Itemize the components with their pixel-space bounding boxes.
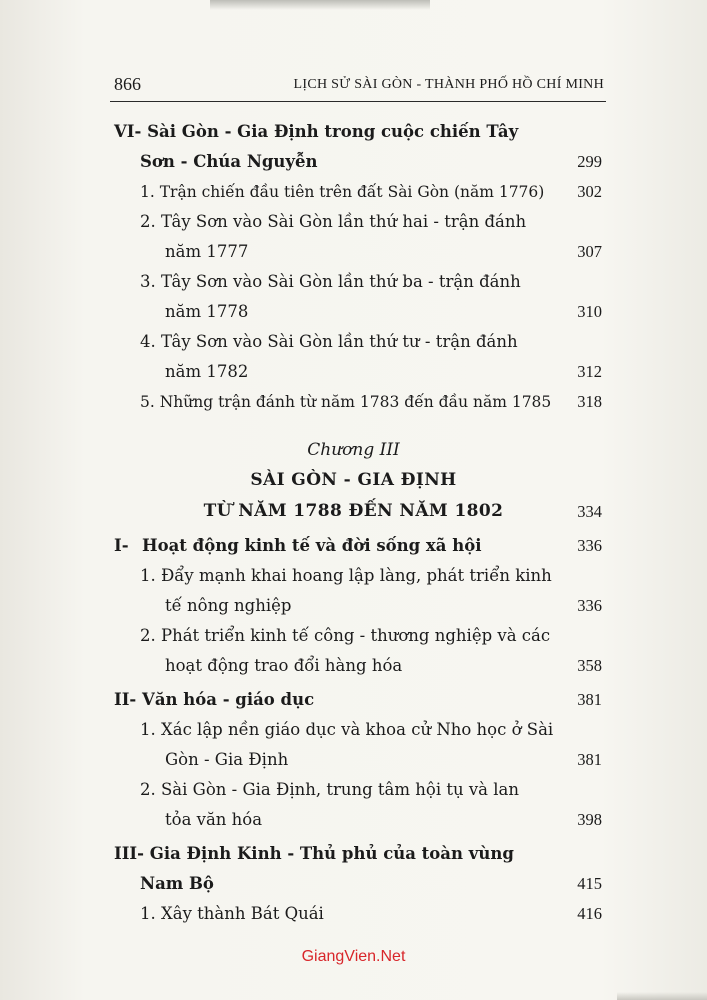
toc-entry-cont: hoạt động trao đổi hàng hóa [165,656,403,675]
toc-page-ref: 334 [577,502,602,521]
toc-page-ref: 307 [577,242,602,261]
toc-page-ref: 415 [577,874,602,893]
scan-shadow-bottom [617,992,707,1000]
toc-page-ref: 310 [577,302,602,321]
toc-page-ref: 302 [577,182,602,201]
toc-entry-cont: năm 1778 [165,302,249,321]
toc-entry-cont: tỏa văn hóa [165,810,263,829]
header-rule [110,101,606,102]
running-title: LỊCH SỬ SÀI GÒN - THÀNH PHỐ HỒ CHÍ MINH [293,77,604,92]
toc-entry: 1. Đẩy mạnh khai hoang lập làng, phát triển kinh [140,566,552,585]
toc-entry-cont: năm 1777 [165,242,249,261]
toc-page-ref: 336 [577,536,602,555]
toc-page-ref: 398 [577,810,602,829]
scan-shadow-top [210,0,430,10]
toc-page-ref: 299 [577,152,602,171]
chapter-subtitle: TỪ NĂM 1788 ĐẾN NĂM 1802 [203,501,504,521]
page-number: 866 [114,74,141,94]
page-header [114,74,604,98]
toc-page-ref: 318 [577,392,602,411]
toc-page-ref: 312 [577,362,602,381]
toc-entry: 2. Sài Gòn - Gia Định, trung tâm hội tụ và lan [140,780,520,799]
chapter-title: SÀI GÒN - GIA ĐỊNH [250,470,457,490]
toc-section-i-title: Hoạt động kinh tế và đời sống xã hội [142,536,482,555]
toc-page-ref: 381 [577,750,602,769]
toc-section-i-numeral: I- [114,536,129,555]
toc-section-vi-title-cont: Sơn - Chúa Nguyễn [140,152,318,171]
toc-entry: 1. Xác lập nền giáo dục và khoa cử Nho học ở Sài [140,720,554,739]
toc-section-vi-title: VI- Sài Gòn - Gia Định trong cuộc chiến Tây [114,122,519,141]
toc-page-ref: 381 [577,690,602,709]
toc-section-iii-title: III- Gia Định Kinh - Thủ phủ của toàn vùng [114,844,514,863]
toc-page-ref: 416 [577,904,602,923]
toc-entry: 2. Phát triển kinh tế công - thương nghiệp và các [140,626,551,645]
toc-section-ii-title: II- Văn hóa - giáo dục [114,690,315,709]
toc-entry-cont: tế nông nghiệp [165,596,292,615]
toc-page-ref: 336 [577,596,602,615]
toc-entry: 3. Tây Sơn vào Sài Gòn lần thứ ba - trận đánh [140,272,521,291]
toc-entry: 1. Trận chiến đầu tiên trên đất Sài Gòn (năm 1776) [140,183,545,201]
toc-entry: 1. Xây thành Bát Quái [140,904,324,923]
toc-entry-cont: Gòn - Gia Định [165,750,289,769]
toc-page-ref: 358 [577,656,602,675]
toc-entry: 4. Tây Sơn vào Sài Gòn lần thứ tư - trận đánh [140,332,518,351]
chapter-label: Chương III [307,440,400,460]
toc-section-iii-title-cont: Nam Bộ [140,874,214,893]
toc-entry-cont: năm 1782 [165,362,249,381]
toc-entry: 2. Tây Sơn vào Sài Gòn lần thứ hai - trận đánh [140,212,527,231]
watermark-text: GiangVien.Net [301,948,406,965]
toc-entry: 5. Những trận đánh từ năm 1783 đến đầu năm 1785 [140,393,552,411]
